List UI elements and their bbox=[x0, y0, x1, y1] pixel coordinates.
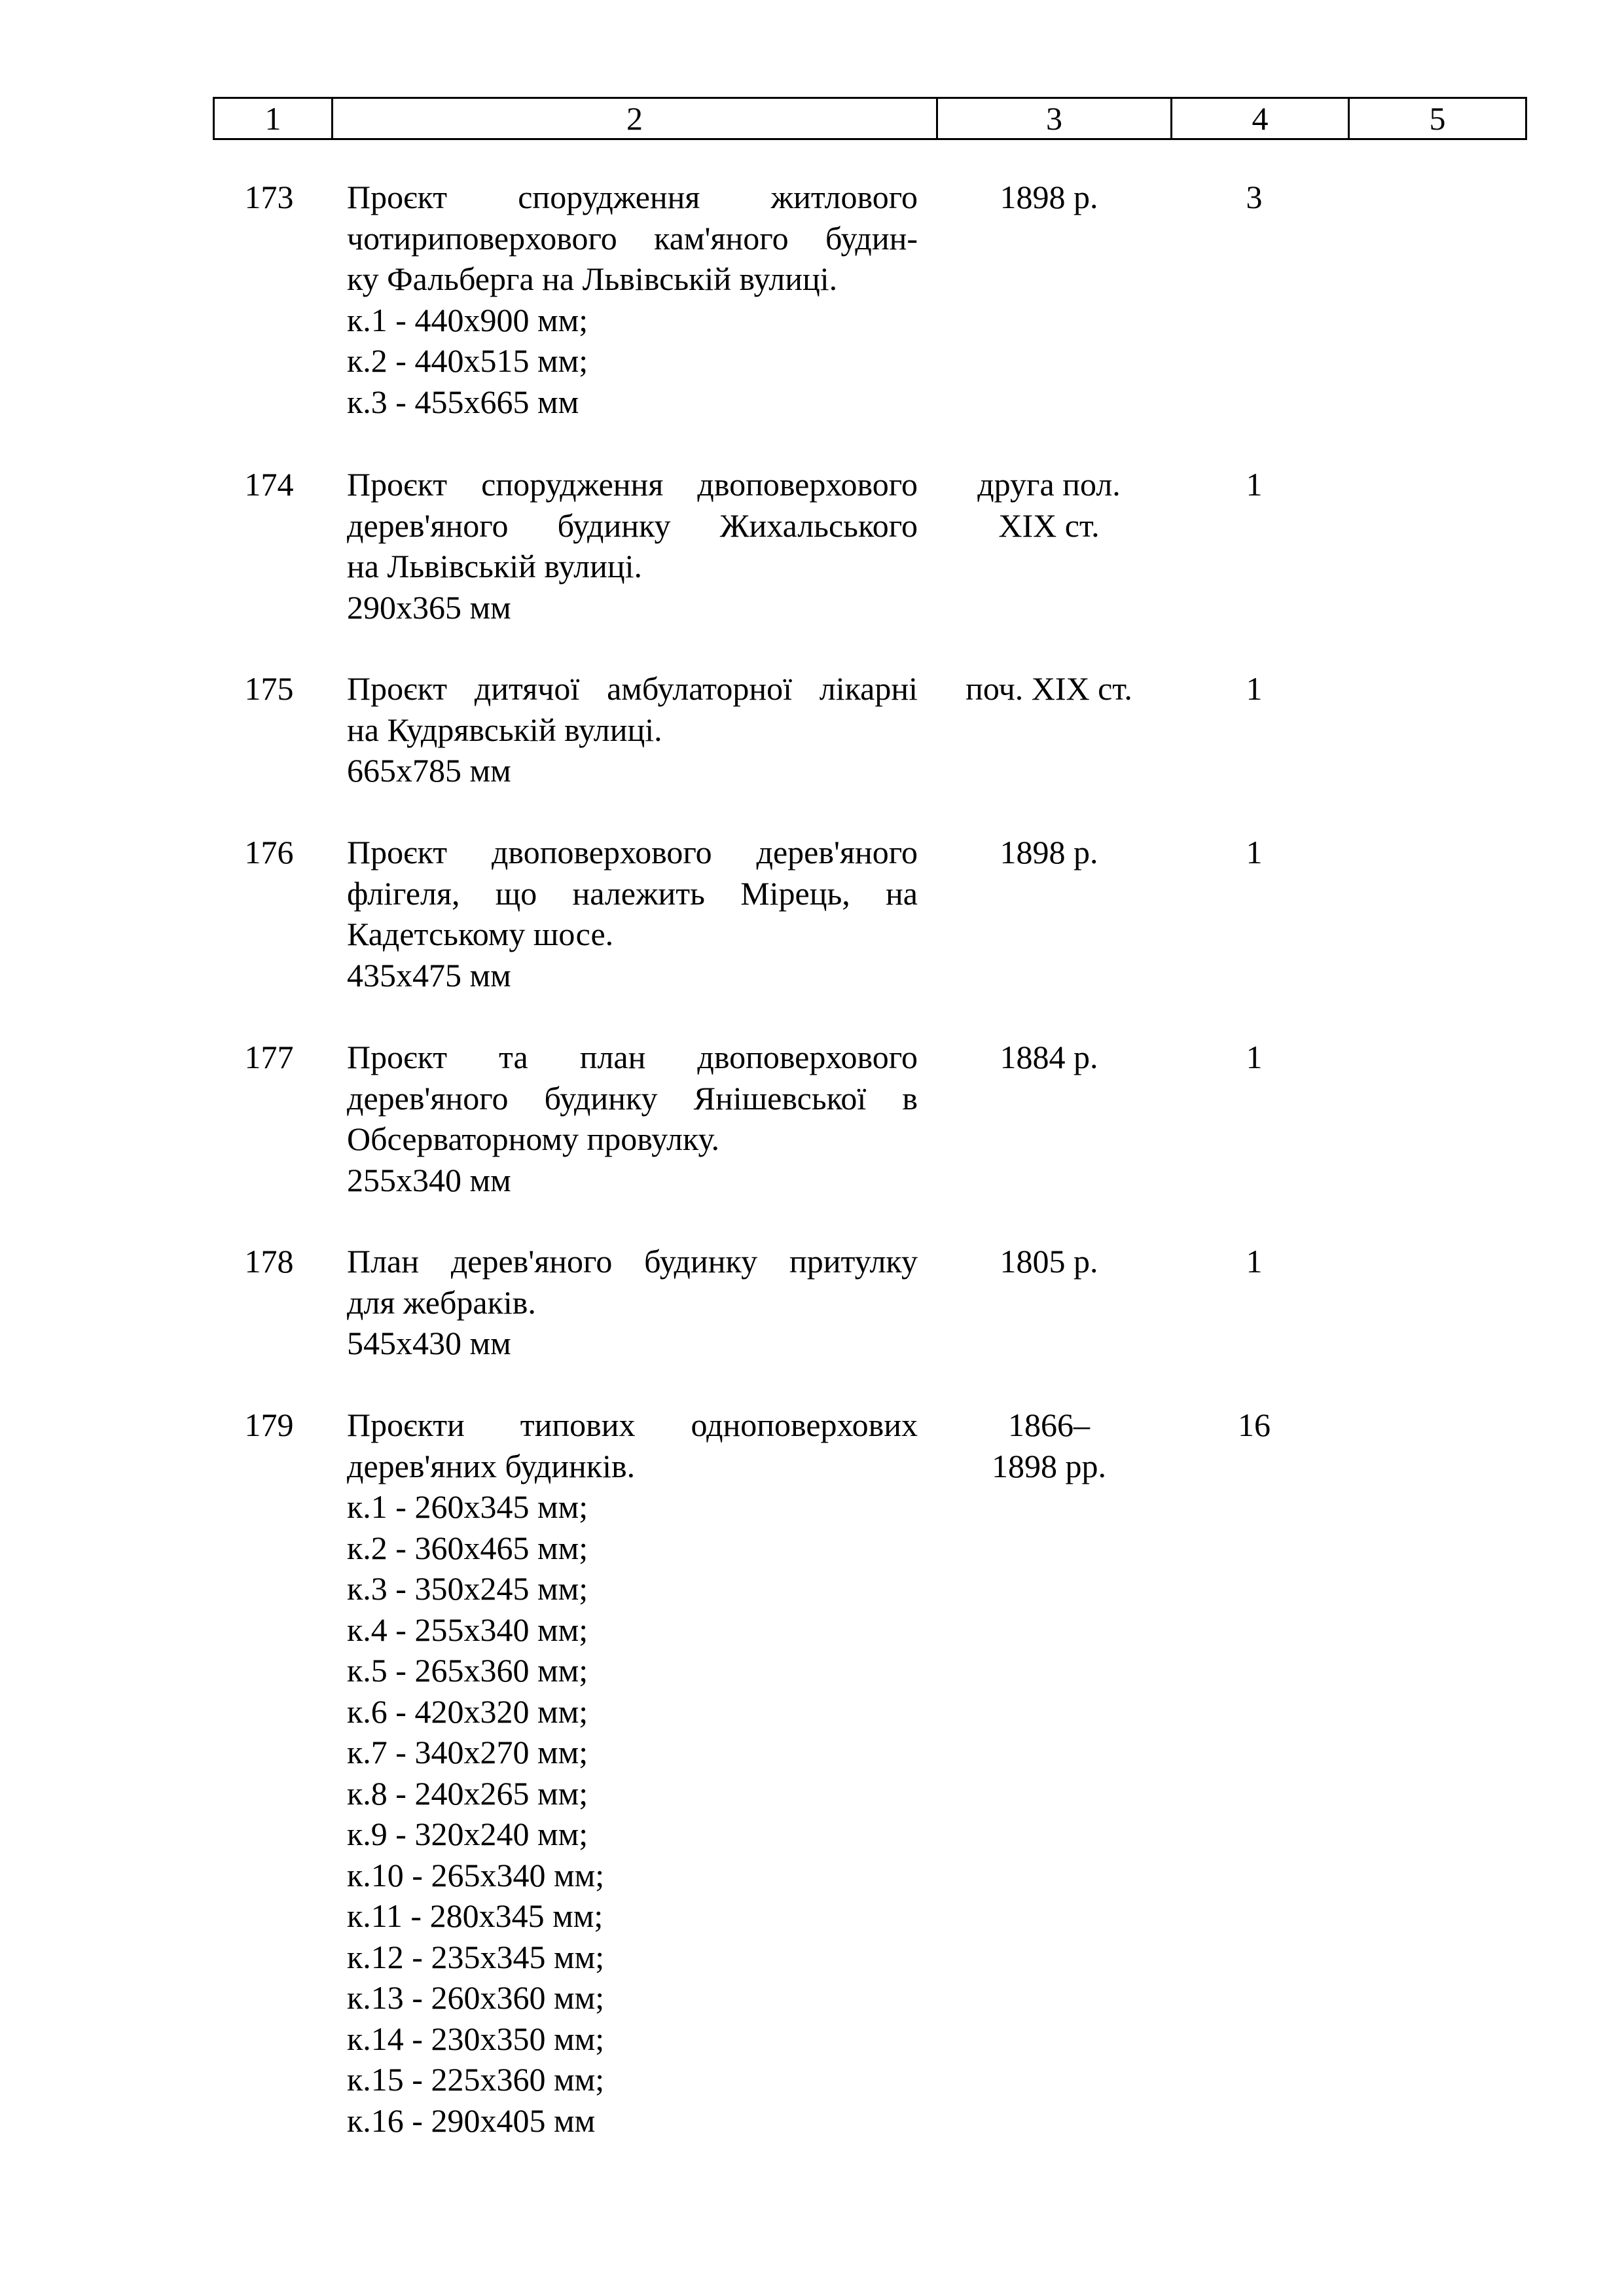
description-line: 290х365 мм bbox=[347, 588, 511, 626]
description-line: Проєкт спорудження двоповерхового bbox=[347, 466, 918, 503]
entry-description bbox=[347, 1037, 918, 1200]
date-line: 1898 рр. bbox=[992, 1447, 1106, 1484]
description-line: 545х430 мм bbox=[347, 1325, 511, 1361]
entry-sheet-count: 1 bbox=[1246, 670, 1263, 707]
entry-sheet-count: 1 bbox=[1246, 1243, 1263, 1280]
date-line: 1805 р. bbox=[1000, 1243, 1098, 1280]
header-column-1: 1 bbox=[214, 98, 333, 139]
description-line: к.10 - 265х340 мм; bbox=[347, 1856, 605, 1893]
entry-number: 179 bbox=[244, 1407, 294, 1443]
entry-date bbox=[933, 1037, 1165, 1078]
description-line: Проєкт дитячої амбулаторної лікарні bbox=[347, 670, 918, 707]
description-line: к.3 - 350х245 мм; bbox=[347, 1570, 588, 1607]
date-line: поч. XIX ст. bbox=[965, 670, 1132, 707]
entry-sheet-count: 3 bbox=[1246, 179, 1263, 215]
description-line: к.8 - 240х265 мм; bbox=[347, 1774, 588, 1812]
description-line: на Кудрявській вулиці. bbox=[347, 711, 662, 748]
description-line: к.4 - 255х340 мм; bbox=[347, 1611, 588, 1648]
entry-date bbox=[933, 464, 1165, 546]
description-line: к.13 - 260х360 мм; bbox=[347, 1979, 605, 2016]
description-line: дерев'яного будинку Янішевської в bbox=[347, 1079, 918, 1117]
description-line: Проєкт двоповерхового дерев'яного bbox=[347, 834, 918, 870]
description-line: на Львівській вулиці. bbox=[347, 548, 642, 584]
description-line: Обсерваторному провулку. bbox=[347, 1121, 720, 1157]
header-column-3: 3 bbox=[937, 98, 1172, 139]
entry-date bbox=[933, 668, 1165, 709]
entry-sheet-count: 1 bbox=[1246, 834, 1263, 870]
date-line: 1898 р. bbox=[1000, 179, 1098, 215]
entry-sheet-count: 1 bbox=[1246, 1039, 1263, 1075]
description-line: к.1 - 260х345 мм; bbox=[347, 1488, 588, 1525]
entry-description bbox=[347, 668, 918, 791]
date-line: 1866– bbox=[1008, 1407, 1090, 1443]
header-column-4: 4 bbox=[1172, 98, 1349, 139]
description-line: чотириповерхового кам'яного будин- bbox=[347, 219, 918, 257]
entry-description bbox=[347, 832, 918, 996]
description-line: к.14 - 230х350 мм; bbox=[347, 2020, 605, 2057]
description-line: Проєкт спорудження житлового bbox=[347, 179, 918, 215]
entry-description bbox=[347, 177, 918, 422]
description-line: к.11 - 280х345 мм; bbox=[347, 1897, 604, 1934]
description-line: дерев'яного будинку Жихальського bbox=[347, 507, 918, 544]
date-line: XIX ст. bbox=[998, 507, 1100, 544]
description-line: к.9 - 320х240 мм; bbox=[347, 1816, 588, 1852]
description-line: к.12 - 235х345 мм; bbox=[347, 1938, 605, 1975]
header-column-5: 5 bbox=[1349, 98, 1526, 139]
entry-date bbox=[933, 832, 1165, 873]
entry-number: 173 bbox=[244, 179, 294, 215]
entry-date bbox=[933, 1405, 1165, 1486]
description-line: ку Фальберга на Львівській вулиці. bbox=[347, 260, 838, 297]
description-line: 255х340 мм bbox=[347, 1161, 511, 1198]
date-line: 1884 р. bbox=[1000, 1039, 1098, 1075]
entry-number: 175 bbox=[244, 670, 294, 707]
description-line: к.2 - 440х515 мм; bbox=[347, 342, 588, 379]
date-line: друга пол. bbox=[977, 466, 1121, 503]
entry-number: 177 bbox=[244, 1039, 294, 1075]
entry-number: 174 bbox=[244, 466, 294, 503]
entry-date bbox=[933, 177, 1165, 218]
entry-description bbox=[347, 1241, 918, 1364]
description-line: к.7 - 340х270 мм; bbox=[347, 1734, 588, 1770]
entry-number: 178 bbox=[244, 1243, 294, 1280]
description-line: Кадетському шосе. bbox=[347, 916, 614, 952]
description-line: Проєкти типових одноповерхових bbox=[347, 1407, 918, 1443]
description-line: к.2 - 360х465 мм; bbox=[347, 1529, 588, 1566]
description-line: для жебраків. bbox=[347, 1283, 536, 1321]
description-line: к.1 - 440х900 мм; bbox=[347, 301, 588, 338]
description-line: к.6 - 420х320 мм; bbox=[347, 1693, 588, 1730]
entry-number: 176 bbox=[244, 834, 294, 870]
description-line: к.15 - 225х360 мм; bbox=[347, 2061, 605, 2098]
description-line: Проєкт та план двоповерхового bbox=[347, 1039, 918, 1075]
entry-description bbox=[347, 464, 918, 628]
header-row bbox=[214, 98, 1526, 139]
header-column-2: 2 bbox=[333, 98, 937, 139]
column-number-header bbox=[213, 97, 1527, 140]
date-line: 1898 р. bbox=[1000, 834, 1098, 870]
description-line: 665х785 мм bbox=[347, 752, 511, 789]
description-line: флігеля, що належить Мірець, на bbox=[347, 874, 918, 912]
description-line: дерев'яних будинків. bbox=[347, 1447, 636, 1484]
description-line: План дерев'яного будинку притулку bbox=[347, 1243, 918, 1280]
entry-sheet-count: 16 bbox=[1238, 1407, 1271, 1443]
description-line: к.16 - 290х405 мм bbox=[347, 2102, 596, 2139]
entry-date bbox=[933, 1241, 1165, 1282]
description-line: к.3 - 455х665 мм bbox=[347, 383, 579, 420]
entry-description bbox=[347, 1405, 918, 2141]
entry-sheet-count: 1 bbox=[1246, 466, 1263, 503]
description-line: к.5 - 265х360 мм; bbox=[347, 1652, 588, 1689]
description-line: 435х475 мм bbox=[347, 956, 511, 994]
